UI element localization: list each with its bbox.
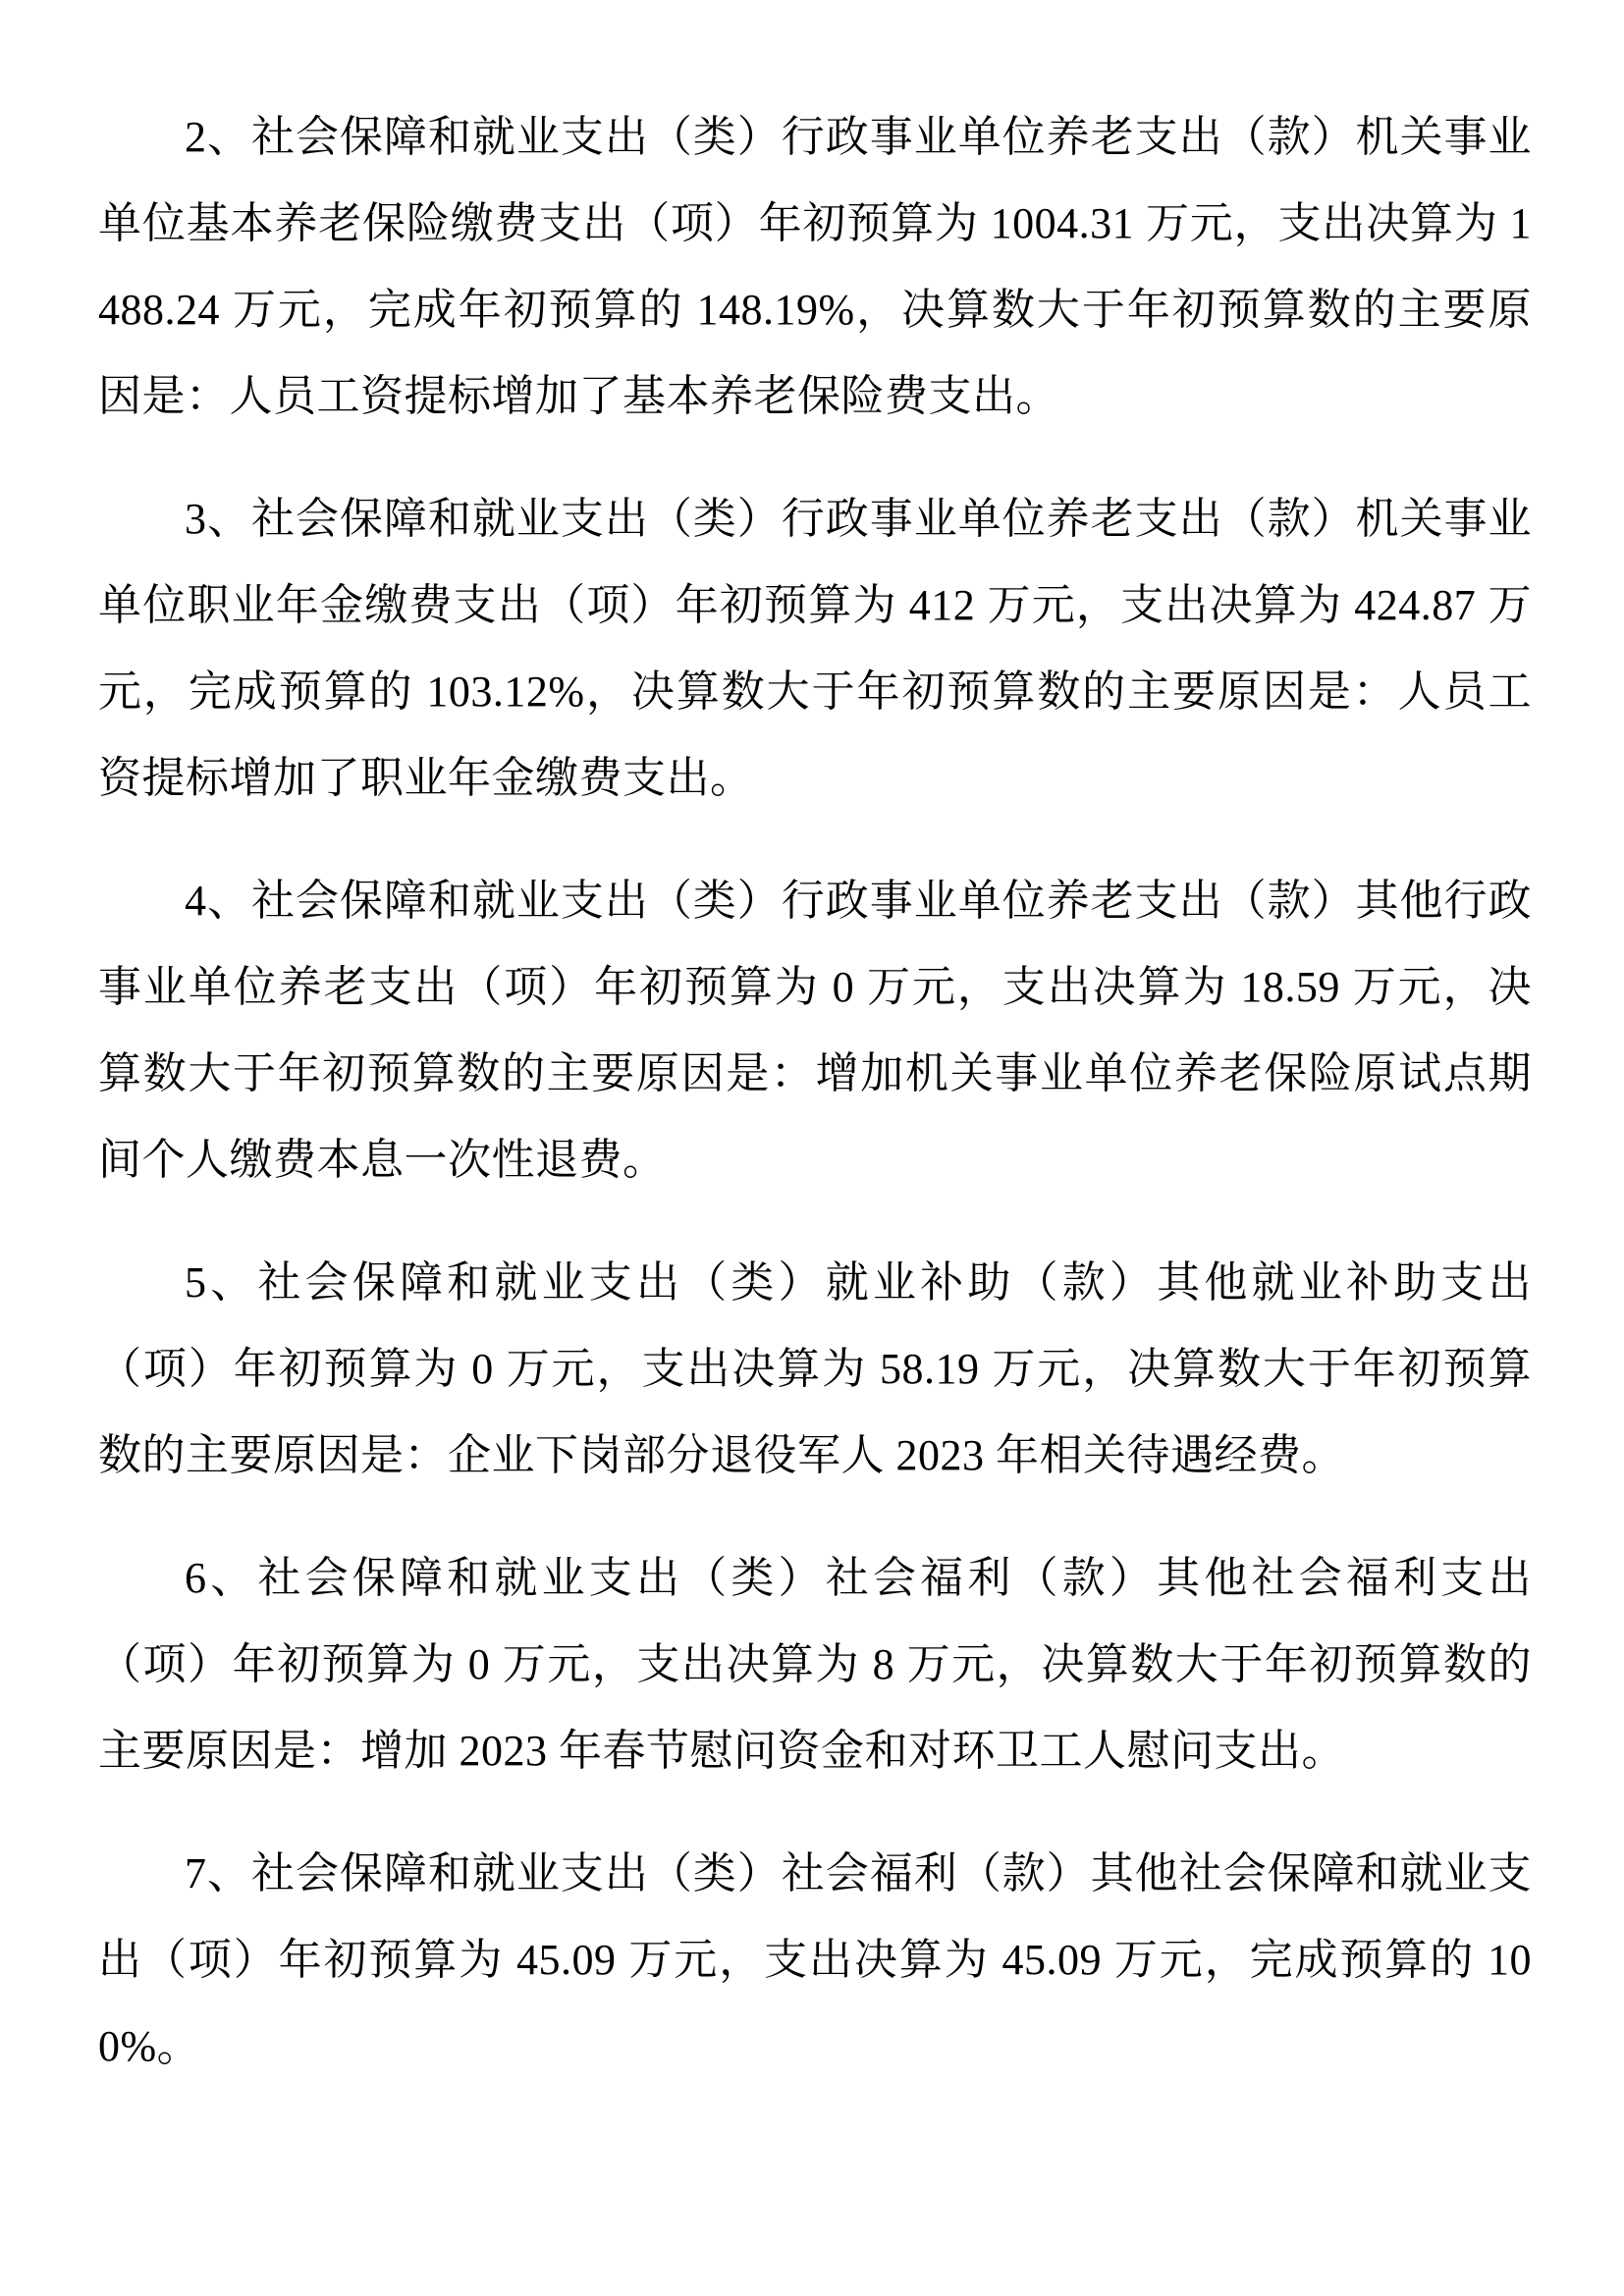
paragraph-item-4: 4、社会保障和就业支出（类）行政事业单位养老支出（款）其他行政事业单位养老支出（项）年初预算为 0 万元，支出决算为 18.59 万元，决算数大于年初预算数的主要原因是：增加机关事业单位养老保险原试点期间个人缴费本息一次性退费。 (98, 877, 1532, 1184)
paragraph-item-7: 7、社会保障和就业支出（类）社会福利（款）其他社会保障和就业支出（项）年初预算为 45.09 万元，支出决算为 45.09 万元，完成预算的 100%。 (98, 1849, 1532, 2070)
paragraph-item-2: 2、社会保障和就业支出（类）行政事业单位养老支出（款）机关事业单位基本养老保险缴费支出（项）年初预算为 1004.31 万元，支出决算为 1488.24 万元，完成年初预算的 148.19%，决算数大于年初预算数的主要原因是：人员工资提标增加了基本养老保险费支出。 (98, 113, 1532, 420)
paragraph-item-3: 3、社会保障和就业支出（类）行政事业单位养老支出（款）机关事业单位职业年金缴费支出（项）年初预算为 412 万元，支出决算为 424.87 万元，完成预算的 103.12%，决算数大于年初预算数的主要原因是：人员工资提标增加了职业年金缴费支出。 (98, 495, 1532, 802)
paragraph-item-6: 6、社会保障和就业支出（类）社会福利（款）其他社会福利支出（项）年初预算为 0 万元，支出决算为 8 万元，决算数大于年初预算数的主要原因是：增加 2023 年春节慰问资金和对环卫工人慰问支出。 (98, 1554, 1532, 1775)
paragraph-item-5: 5、社会保障和就业支出（类）就业补助（款）其他就业补助支出（项）年初预算为 0 万元，支出决算为 58.19 万元，决算数大于年初预算数的主要原因是：企业下岗部分退役军人 2023 年相关待遇经费。 (98, 1258, 1532, 1479)
